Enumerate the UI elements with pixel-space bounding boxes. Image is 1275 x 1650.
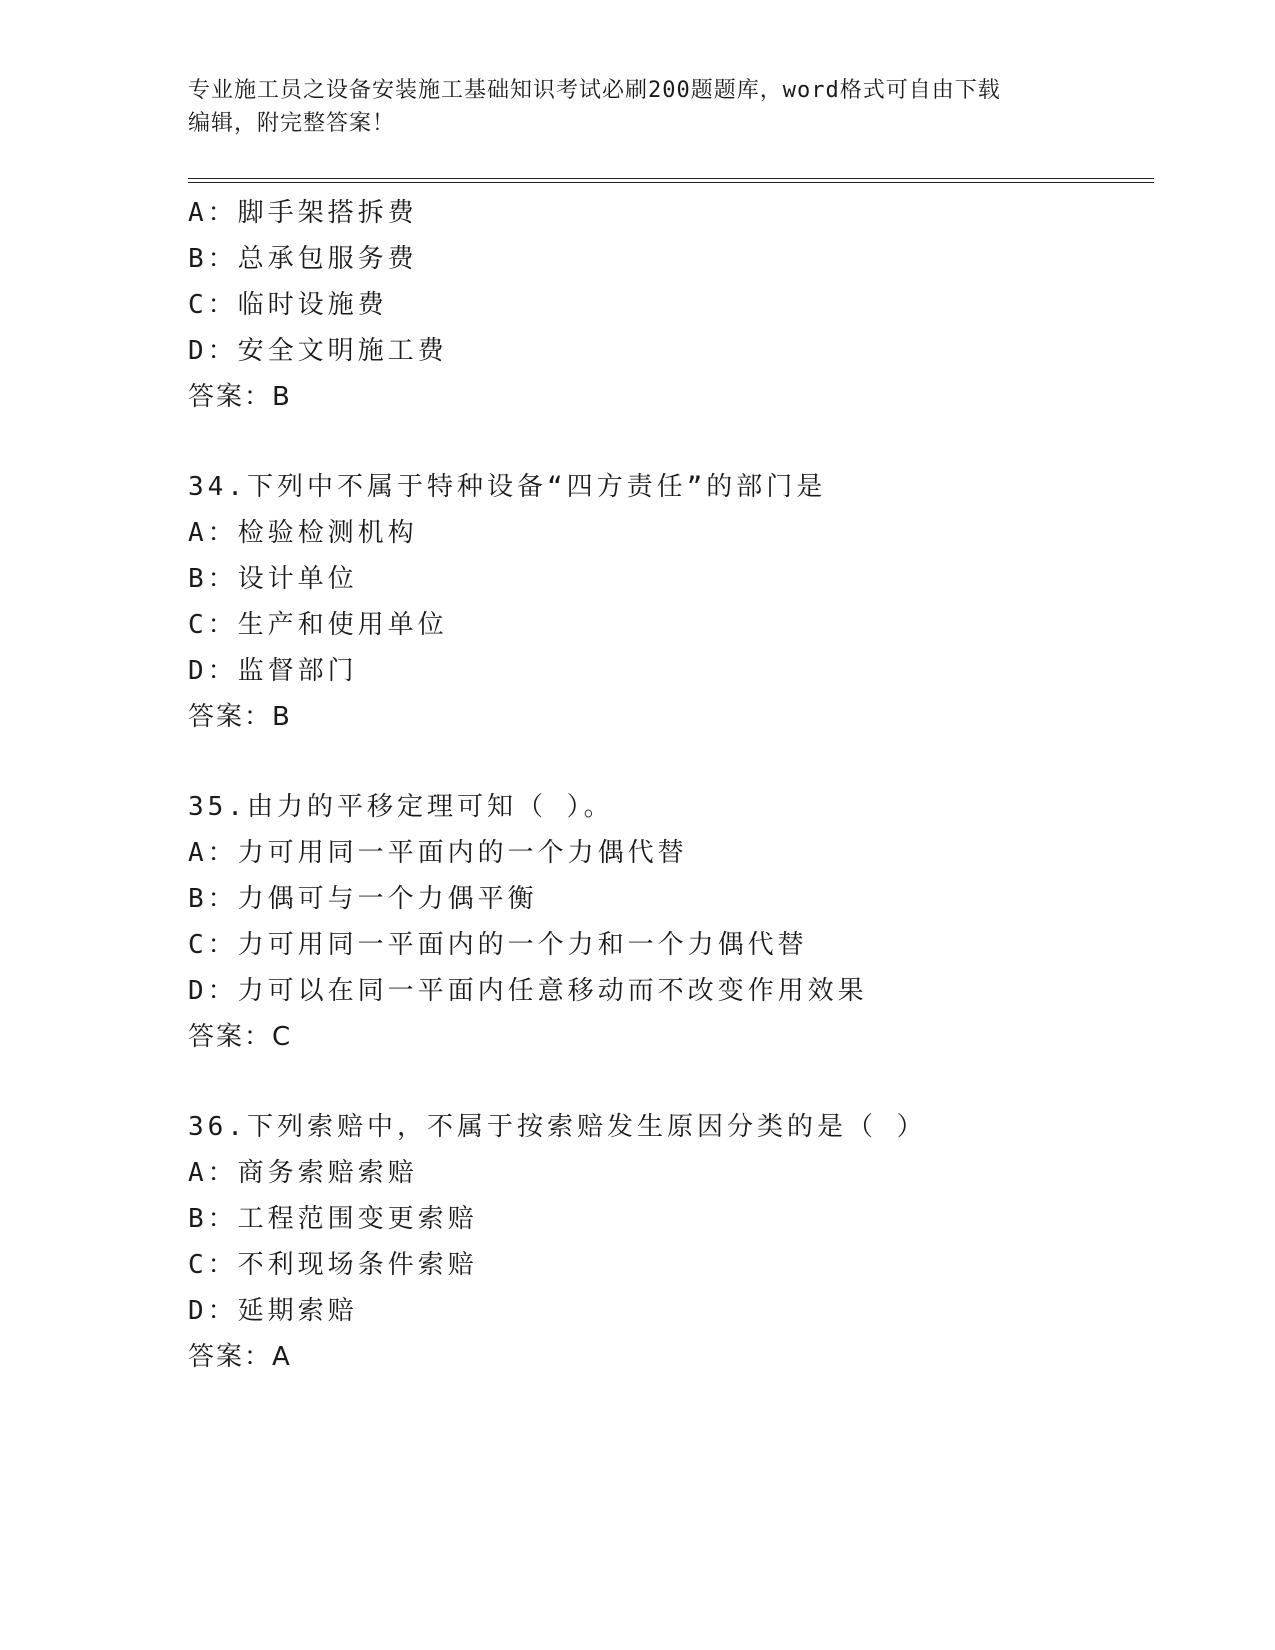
header-divider-bottom	[188, 182, 1154, 183]
question-text: 36.下列索赔中，不属于按索赔发生原因分类的是（ ）	[188, 1112, 927, 1142]
document-header	[188, 74, 1088, 140]
option-c: C：力可用同一平面内的一个力和一个力偶代替	[188, 930, 808, 960]
question-list	[188, 190, 1168, 1380]
option-b: B：工程范围变更索赔	[188, 1204, 478, 1234]
option-a: A：检验检测机构	[188, 518, 418, 548]
option-d: D：力可以在同一平面内任意移动而不改变作用效果	[188, 976, 868, 1006]
question-text: 35.由力的平移定理可知（ ）。	[188, 792, 614, 822]
header-divider-top	[188, 178, 1154, 179]
question-block-33	[188, 190, 1168, 420]
option-d: D：安全文明施工费	[188, 336, 448, 366]
option-a: A：脚手架搭拆费	[188, 198, 418, 228]
answer-line: 答案：A	[188, 1342, 292, 1372]
header-title-line-1: 专业施工员之设备安装施工基础知识考试必刷200题题库，word格式可自由下载	[188, 78, 1001, 103]
option-b: B：设计单位	[188, 564, 358, 594]
option-d: D：延期索赔	[188, 1296, 358, 1326]
answer-line: 答案：C	[188, 1022, 293, 1052]
option-a: A：商务索赔索赔	[188, 1158, 418, 1188]
question-block-35	[188, 784, 1168, 1060]
answer-line: 答案：B	[188, 382, 292, 412]
question-text: 34.下列中不属于特种设备“四方责任”的部门是	[188, 472, 827, 502]
header-title-line-2: 编辑，附完整答案！	[188, 111, 396, 136]
option-c: C：生产和使用单位	[188, 610, 448, 640]
question-block-34	[188, 464, 1168, 740]
option-c: C：不利现场条件索赔	[188, 1250, 478, 1280]
option-d: D：监督部门	[188, 656, 358, 686]
option-b: B：总承包服务费	[188, 244, 418, 274]
option-b: B：力偶可与一个力偶平衡	[188, 884, 538, 914]
option-a: A：力可用同一平面内的一个力偶代替	[188, 838, 688, 868]
option-c: C：临时设施费	[188, 290, 388, 320]
answer-line: 答案：B	[188, 702, 292, 732]
question-block-36	[188, 1104, 1168, 1380]
